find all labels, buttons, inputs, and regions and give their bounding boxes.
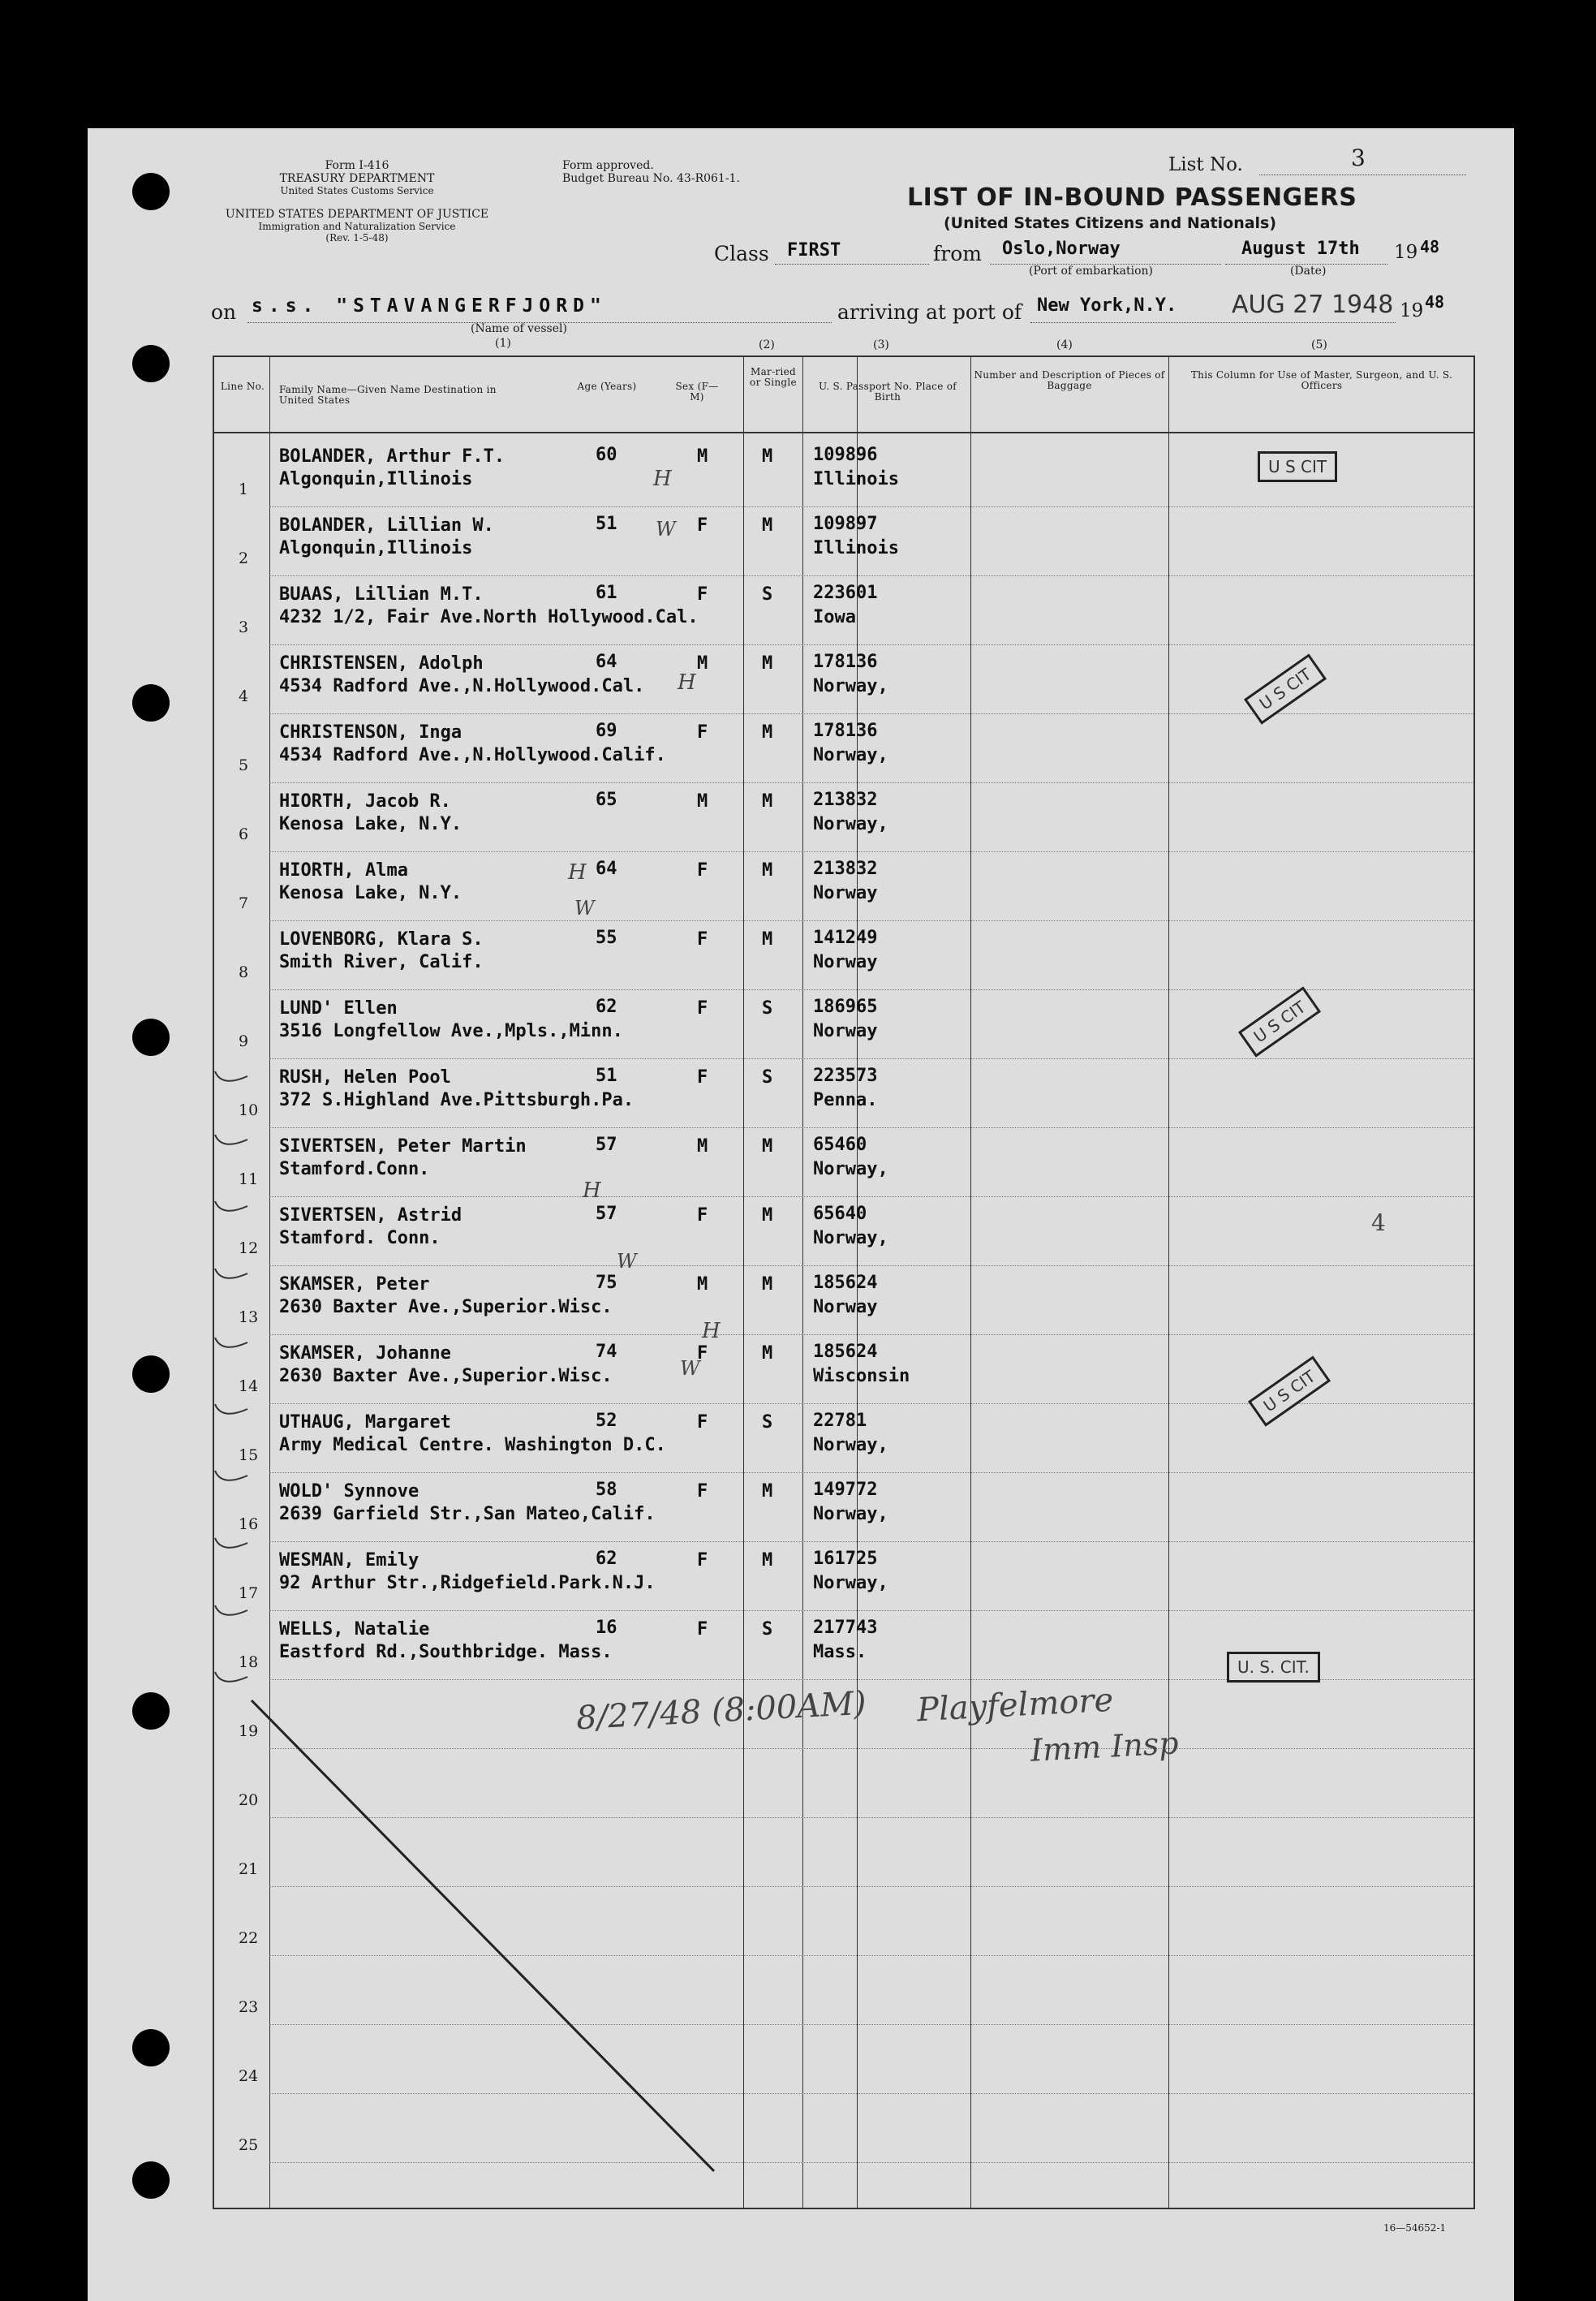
passenger-destination: 92 Arthur Str.,Ridgefield.Park.N.J. — [279, 1573, 656, 1593]
passenger-destination: Stamford.Conn. — [279, 1159, 430, 1179]
passenger-destination: Kenosa Lake, N.Y. — [279, 883, 462, 903]
passenger-marital-status: M — [762, 446, 773, 467]
passenger-age: 69 — [596, 721, 617, 741]
passenger-sex: M — [697, 1136, 708, 1157]
us-cit-stamp: U. S. CIT. — [1227, 1652, 1320, 1683]
passport-number: 223601 — [813, 583, 878, 603]
passenger-sex: F — [697, 1343, 708, 1364]
passenger-age: 64 — [596, 859, 617, 879]
passenger-name: WESMAN, Emily — [279, 1550, 419, 1571]
handwritten-mark: H — [583, 1179, 601, 1203]
passport-number: 178136 — [813, 652, 878, 672]
passenger-destination: 372 S.Highland Ave.Pittsburgh.Pa. — [279, 1090, 635, 1110]
place-of-birth: Iowa — [813, 607, 856, 627]
passenger-marital-status: S — [762, 998, 773, 1019]
handwritten-mark: W — [574, 897, 595, 920]
passenger-age: 61 — [596, 583, 617, 603]
place-of-birth: Wisconsin — [813, 1366, 910, 1386]
passenger-sex: F — [697, 998, 708, 1019]
passenger-name: SKAMSER, Johanne — [279, 1343, 451, 1364]
place-of-birth: Illinois — [813, 538, 899, 558]
passenger-marital-status: M — [762, 1205, 773, 1226]
passenger-marital-status: M — [762, 1343, 773, 1364]
passenger-sex: F — [697, 860, 708, 881]
passenger-name: SIVERTSEN, Peter Martin — [279, 1136, 527, 1157]
col-number-4: (4) — [1056, 338, 1073, 351]
passenger-name: HIORTH, Alma — [279, 860, 408, 881]
line-number: 7 — [239, 894, 249, 912]
passport-number: 161725 — [813, 1549, 878, 1569]
customs-service: United States Customs Service — [280, 185, 434, 196]
port-of-embarkation: Oslo,Norway — [1002, 239, 1121, 259]
arrival-port: New York,N.Y. — [1037, 295, 1177, 316]
line-number: 14 — [239, 1377, 259, 1395]
line-number: 13 — [239, 1308, 259, 1326]
passenger-name: WELLS, Natalie — [279, 1619, 430, 1640]
passenger-sex: F — [697, 1067, 708, 1088]
arrival-date-stamp: AUG 27 1948 — [1232, 291, 1394, 319]
port-caption: (Port of embarkation) — [1029, 265, 1153, 278]
passenger-name: HIORTH, Jacob R. — [279, 791, 451, 812]
passenger-destination: Algonquin,Illinois — [279, 469, 473, 489]
passenger-sex: F — [697, 722, 708, 743]
place-of-birth: Norway, — [813, 814, 888, 834]
passport-number: 185624 — [813, 1342, 878, 1362]
passenger-name: LUND' Ellen — [279, 998, 398, 1019]
form-approved: Form approved. — [562, 159, 654, 172]
passenger-sex: F — [697, 1619, 708, 1640]
passenger-sex: M — [697, 1274, 708, 1295]
handwritten-mark: W — [617, 1250, 637, 1273]
passenger-destination: 2630 Baxter Ave.,Superior.Wisc. — [279, 1297, 613, 1317]
passenger-age: 62 — [596, 997, 617, 1017]
passenger-destination: 4534 Radford Ave.,N.Hollywood.Cal. — [279, 676, 645, 696]
passport-number: 223573 — [813, 1066, 878, 1086]
line-number: 23 — [239, 1998, 259, 2016]
line-number: 15 — [239, 1446, 259, 1464]
place-of-birth: Penna. — [813, 1090, 878, 1110]
passenger-sex: F — [697, 1550, 708, 1571]
line-number: 18 — [239, 1653, 259, 1671]
arrival-year-prefix: 19 — [1400, 300, 1424, 321]
line-number: 4 — [239, 687, 249, 705]
line-number: 17 — [239, 1584, 259, 1602]
passport-number: 213832 — [813, 859, 878, 879]
handwritten-mark: W — [680, 1357, 700, 1380]
treasury-dept: TREASURY DEPARTMENT — [279, 172, 435, 185]
line-number: 6 — [239, 825, 249, 843]
passenger-name: BUAAS, Lillian M.T. — [279, 584, 484, 605]
passenger-name: SIVERTSEN, Astrid — [279, 1205, 462, 1226]
passenger-destination: Smith River, Calif. — [279, 952, 484, 972]
line-number: 5 — [239, 756, 249, 774]
form-number: Form I-416 — [325, 159, 389, 172]
passenger-marital-status: M — [762, 653, 773, 674]
from-label: from — [933, 242, 982, 265]
handwritten-date-time: 8/27/48 (8:00AM) — [575, 1684, 867, 1738]
passenger-age: 57 — [596, 1204, 617, 1224]
passenger-marital-status: M — [762, 1274, 773, 1295]
passenger-age: 57 — [596, 1135, 617, 1155]
passenger-destination: Algonquin,Illinois — [279, 538, 473, 558]
place-of-birth: Norway — [813, 1297, 878, 1317]
passenger-sex: F — [697, 515, 708, 536]
passenger-sex: F — [697, 584, 708, 605]
embarkation-date: August 17th — [1241, 239, 1360, 259]
passenger-destination: 4232 1/2, Fair Ave.North Hollywood.Cal. — [279, 607, 699, 627]
passenger-age: 51 — [596, 1066, 617, 1086]
passenger-destination: Stamford. Conn. — [279, 1228, 441, 1248]
col-header-married: Mar-ried or Single — [750, 366, 797, 388]
arriving-label: arriving at port of — [837, 300, 1022, 324]
passenger-marital-status: S — [762, 1619, 773, 1640]
passenger-marital-status: M — [762, 1550, 773, 1571]
place-of-birth: Norway, — [813, 676, 888, 696]
place-of-birth: Illinois — [813, 469, 899, 489]
passenger-marital-status: M — [762, 515, 773, 536]
on-label: on — [211, 300, 237, 324]
passenger-sex: F — [697, 1481, 708, 1502]
col-number-3: (3) — [873, 338, 889, 351]
passport-number: 65460 — [813, 1135, 867, 1155]
passenger-age: 52 — [596, 1411, 617, 1431]
passport-number: 149772 — [813, 1480, 878, 1500]
passenger-name: CHRISTENSON, Inga — [279, 722, 462, 743]
passport-number: 217743 — [813, 1618, 878, 1638]
us-cit-stamp: U S CIT — [1244, 653, 1327, 724]
passenger-marital-status: M — [762, 860, 773, 881]
passenger-destination: 2639 Garfield Str.,San Mateo,Calif. — [279, 1504, 656, 1524]
passenger-sex: F — [697, 1205, 708, 1226]
date-caption: (Date) — [1290, 265, 1327, 278]
passenger-marital-status: S — [762, 1067, 773, 1088]
passenger-sex: F — [697, 929, 708, 950]
class-value: FIRST — [787, 240, 841, 261]
passenger-age: 64 — [596, 652, 617, 672]
handwritten-mark: H — [678, 670, 696, 695]
line-number: 24 — [239, 2067, 259, 2085]
ins-service: Immigration and Naturalization Service — [258, 221, 456, 232]
passenger-age: 74 — [596, 1342, 617, 1362]
line-number: 8 — [239, 963, 249, 981]
passport-number: 186965 — [813, 997, 878, 1017]
handwritten-mark: W — [656, 518, 676, 541]
passenger-name: BOLANDER, Lillian W. — [279, 515, 494, 536]
handwritten-signature: Playfelmore — [915, 1681, 1115, 1730]
list-number-label: List No. — [1168, 154, 1243, 175]
officer-side-note: 4 — [1371, 1209, 1386, 1236]
col-number-2: (2) — [759, 338, 775, 351]
passenger-destination: Kenosa Lake, N.Y. — [279, 814, 462, 834]
line-number: 25 — [239, 2136, 259, 2154]
place-of-birth: Norway, — [813, 1159, 888, 1179]
passenger-sex: F — [697, 1412, 708, 1433]
passenger-age: 75 — [596, 1273, 617, 1293]
passport-number: 65640 — [813, 1204, 867, 1224]
passenger-name: CHRISTENSEN, Adolph — [279, 653, 484, 674]
passenger-sex: M — [697, 446, 708, 467]
passenger-marital-status: M — [762, 722, 773, 743]
line-number: 19 — [239, 1722, 259, 1740]
passenger-marital-status: M — [762, 929, 773, 950]
place-of-birth: Norway, — [813, 745, 888, 765]
passenger-marital-status: M — [762, 1136, 773, 1157]
passenger-age: 58 — [596, 1480, 617, 1500]
handwritten-mark: H — [653, 467, 672, 491]
us-cit-stamp: U S CIT — [1248, 1355, 1331, 1426]
list-number-value: 3 — [1351, 144, 1366, 171]
passenger-destination: Army Medical Centre. Washington D.C. — [279, 1435, 666, 1455]
passport-number: 141249 — [813, 928, 878, 948]
us-cit-stamp: U S CIT — [1238, 986, 1321, 1057]
passenger-destination: 2630 Baxter Ave.,Superior.Wisc. — [279, 1366, 613, 1386]
line-number: 21 — [239, 1860, 259, 1878]
place-of-birth: Norway — [813, 883, 878, 903]
col-number-5: (5) — [1311, 338, 1327, 351]
passenger-sex: M — [697, 791, 708, 812]
place-of-birth: Norway, — [813, 1504, 888, 1524]
handwritten-title: Imm Insp — [1029, 1725, 1180, 1769]
form-revision: (Rev. 1-5-48) — [325, 232, 389, 243]
line-number: 10 — [239, 1101, 259, 1119]
us-cit-stamp: U S CIT — [1258, 451, 1337, 482]
col-header-age: Age (Years) — [577, 381, 637, 392]
line-number: 11 — [239, 1170, 259, 1188]
line-number: 20 — [239, 1791, 259, 1809]
passenger-marital-status: S — [762, 1412, 773, 1433]
place-of-birth: Norway, — [813, 1228, 888, 1248]
line-number: 12 — [239, 1239, 259, 1257]
handwritten-mark: H — [568, 860, 587, 885]
justice-dept: UNITED STATES DEPARTMENT OF JUSTICE — [225, 208, 489, 221]
page-subtitle: (United States Citizens and Nationals) — [944, 214, 1277, 232]
col-header-baggage: Number and Description of Pieces of Baggage — [974, 369, 1165, 391]
place-of-birth: Norway, — [813, 1573, 888, 1593]
passport-number: 185624 — [813, 1273, 878, 1293]
vessel-caption: (Name of vessel) — [471, 322, 567, 335]
passenger-age: 60 — [596, 445, 617, 465]
line-number: 16 — [239, 1515, 259, 1533]
line-number: 3 — [239, 618, 249, 636]
col-header-sex: Sex (F—M) — [675, 381, 719, 403]
passenger-marital-status: S — [762, 584, 773, 605]
date-year-prefix: 19 — [1394, 242, 1418, 263]
passport-number: 109896 — [813, 445, 878, 465]
passport-number: 178136 — [813, 721, 878, 741]
passenger-age: 51 — [596, 514, 617, 534]
passport-number: 109897 — [813, 514, 878, 534]
place-of-birth: Norway, — [813, 1435, 888, 1455]
vessel-name: s.s. "STAVANGERFJORD" — [252, 295, 607, 317]
passport-number: 22781 — [813, 1411, 867, 1431]
place-of-birth: Mass. — [813, 1642, 867, 1662]
passenger-destination: Eastford Rd.,Southbridge. Mass. — [279, 1642, 613, 1662]
budget-bureau: Budget Bureau No. 43-R061-1. — [562, 172, 740, 185]
passenger-name: WOLD' Synnove — [279, 1481, 419, 1502]
place-of-birth: Norway — [813, 1021, 878, 1041]
col-header-line-no: Line No. — [220, 381, 265, 392]
passenger-marital-status: M — [762, 791, 773, 812]
line-number: 9 — [239, 1032, 249, 1050]
passenger-name: RUSH, Helen Pool — [279, 1067, 451, 1088]
passenger-sex: M — [697, 653, 708, 674]
passenger-name: SKAMSER, Peter — [279, 1274, 430, 1295]
passenger-age: 65 — [596, 790, 617, 810]
passenger-name: UTHAUG, Margaret — [279, 1412, 451, 1433]
passenger-destination: 4534 Radford Ave.,N.Hollywood.Calif. — [279, 745, 666, 765]
arrival-year-suffix: 48 — [1425, 292, 1445, 312]
passenger-marital-status: M — [762, 1481, 773, 1502]
line-number: 22 — [239, 1929, 259, 1947]
passenger-age: 62 — [596, 1549, 617, 1569]
col-header-passport: U. S. Passport No. Place of Birth — [819, 381, 957, 403]
handwritten-mark: H — [702, 1319, 721, 1343]
class-label: Class — [714, 242, 769, 265]
line-number: 1 — [239, 480, 249, 498]
print-code: 16—54652-1 — [1383, 2222, 1447, 2234]
vessel-col-number: (1) — [495, 337, 511, 350]
passenger-age: 55 — [596, 928, 617, 948]
date-year-suffix: 48 — [1420, 237, 1440, 256]
col-header-officers: This Column for Use of Master, Surgeon, and U. S. Officers — [1190, 369, 1453, 391]
col-header-name: Family Name—Given Name Destination in United States — [279, 384, 497, 406]
passenger-name: LOVENBORG, Klara S. — [279, 929, 484, 950]
passenger-name: BOLANDER, Arthur F.T. — [279, 446, 505, 467]
passenger-destination: 3516 Longfellow Ave.,Mpls.,Minn. — [279, 1021, 623, 1041]
passport-number: 213832 — [813, 790, 878, 810]
page-title: LIST OF IN-BOUND PASSENGERS — [907, 183, 1357, 212]
line-number: 2 — [239, 549, 249, 567]
passenger-age: 16 — [596, 1618, 617, 1638]
place-of-birth: Norway — [813, 952, 878, 972]
